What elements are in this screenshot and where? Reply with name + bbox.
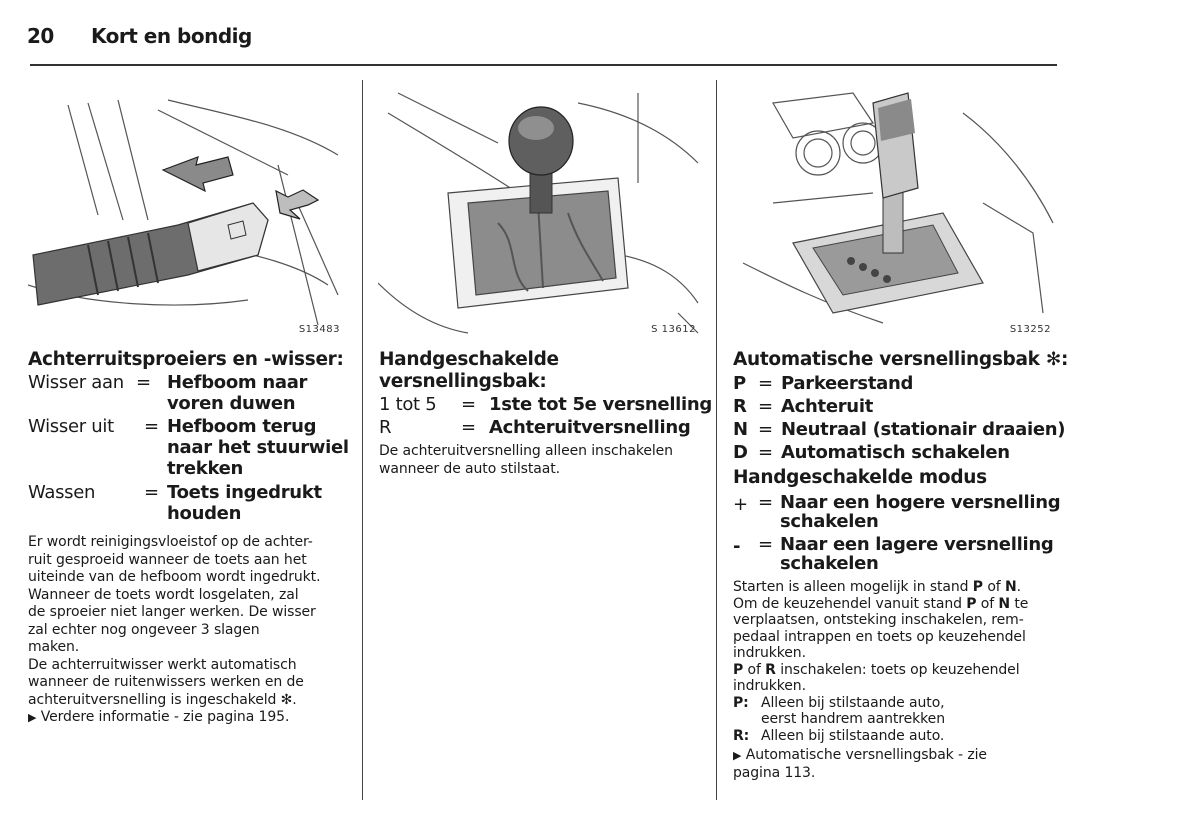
definition-value: voren duwen [167, 393, 296, 414]
reference-text: Verdere informatie - zie pagina 195. [40, 709, 290, 725]
text-line: achteruitversnelling is ingeschakeld ✻. [28, 691, 297, 708]
text-line: indrukken. [733, 645, 806, 661]
section-title: versnellingsbak: [379, 371, 547, 392]
equals-sign: = [461, 394, 476, 415]
column-divider-1 [362, 80, 363, 800]
wiper-lever-illustration [28, 95, 348, 337]
text-fragment: . [1016, 579, 1021, 595]
definition-term: P [733, 373, 746, 394]
text-line: eerst handrem aantrekken [761, 711, 945, 727]
text-line: wanneer de ruitenwissers werken en de [28, 674, 304, 690]
definition-row [733, 442, 1063, 465]
text-fragment: of [743, 661, 766, 678]
definition-value: naar het stuurwiel [167, 437, 349, 458]
equals-sign: = [144, 482, 159, 503]
note-item [733, 695, 1063, 728]
definition-value: Parkeerstand [781, 373, 914, 394]
text-line: Wanneer de toets wordt losgelaten, zal [28, 586, 299, 603]
text-fragment: R [765, 661, 776, 678]
figure-id: S13252 [1009, 324, 1051, 335]
text-line: Er wordt reinigingsvloeistof op de achter- [28, 534, 313, 550]
text-fragment: P [972, 579, 983, 595]
definition-value: 1ste tot 5e versnelling [489, 394, 713, 415]
subsection-title: Handgeschakelde modus [733, 467, 987, 488]
definition-term: R [733, 396, 747, 417]
equals-sign: = [136, 372, 151, 393]
section-rear-wiper [28, 349, 348, 727]
gear-lever-illustration [378, 83, 702, 337]
definition-row [379, 417, 703, 440]
definition-term: + [733, 494, 748, 515]
definition-term: N [733, 419, 748, 440]
text-line [733, 596, 1063, 613]
definition-value: Naar een lagere versnelling [780, 534, 1054, 555]
text-fragment: P [966, 595, 977, 612]
section-automatic-gearbox [733, 349, 1069, 781]
definition-term: D [733, 442, 748, 463]
text-line: verplaatsen, ontsteking inschakelen, rem- [733, 612, 1024, 628]
text-line: wanneer de auto stilstaat. [379, 460, 560, 477]
definition-row [733, 535, 1063, 573]
section-manual-gearbox [379, 349, 713, 478]
column-divider-2 [716, 80, 717, 800]
definition-row [28, 416, 348, 480]
equals-sign: = [758, 419, 773, 440]
definition-value: Hefboom terug [167, 416, 317, 437]
definition-value: Toets ingedrukt [167, 482, 322, 503]
text-fragment: te [1010, 595, 1029, 612]
figure-automatic-selector [733, 83, 1057, 337]
definition-value: Naar een hogere versnelling [780, 492, 1061, 513]
definition-value: houden [167, 503, 242, 524]
body-text [28, 534, 348, 727]
note-key: R: [733, 727, 750, 744]
section-title: Achterruitsproeiers en -wisser: [28, 349, 344, 370]
text-line: de sproeier niet langer werken. De wisser [28, 604, 316, 620]
text-fragment: of [982, 579, 1005, 595]
definition-value: Automatisch schakelen [781, 442, 1010, 463]
chapter-title: Kort en bondig [91, 24, 252, 48]
body-text [733, 579, 1063, 781]
equals-sign: = [144, 416, 159, 437]
definition-value: Achteruit [781, 396, 873, 417]
definition-row [733, 396, 1063, 419]
selector-lever-illustration [733, 83, 1057, 337]
cross-reference [733, 747, 1063, 765]
definition-row [733, 493, 1063, 531]
note-key: P: [733, 694, 749, 711]
equals-sign: = [758, 534, 773, 555]
section-title: Automatische versnellingsbak ✻: [733, 349, 1069, 370]
definition-term: Wisser uit [28, 416, 114, 437]
figure-wiper-lever [28, 95, 348, 337]
definition-row [28, 482, 348, 524]
definition-value: trekken [167, 458, 244, 479]
arrow-right-icon: ▶ [733, 749, 742, 762]
definition-value: schakelen [780, 511, 879, 532]
note-item [733, 728, 1063, 745]
text-line: De achterruitwisser werkt automatisch [28, 656, 297, 673]
text-fragment: Om de keuzehendel vanuit stand [733, 595, 967, 612]
text-line [733, 579, 1063, 596]
text-line: ruit gesproeid wanneer de toets aan het [28, 551, 307, 568]
text-line: maken. [28, 639, 80, 655]
text-line: pagina 113. [733, 764, 816, 781]
page-number: 20 [27, 24, 54, 48]
text-line: Alleen bij stilstaande auto. [761, 727, 945, 744]
text-line: De achteruitversnelling alleen inschakelen [379, 443, 673, 459]
definition-value: Hefboom naar [167, 372, 308, 393]
definition-term: R [379, 417, 392, 438]
definition-row [733, 419, 1066, 442]
definition-row [733, 373, 1063, 396]
figure-id: S13483 [298, 324, 340, 335]
figure-manual-gear-lever [378, 83, 702, 337]
text-fragment: N [998, 595, 1011, 612]
definition-term: Wisser aan [28, 372, 124, 393]
arrow-right-icon: ▶ [28, 711, 37, 724]
definition-term: - [733, 536, 741, 557]
equals-sign: = [758, 396, 773, 417]
cross-reference [28, 709, 348, 727]
definition-value: Neutraal (stationair draaien) [781, 419, 1066, 440]
text-fragment: of [976, 595, 999, 612]
header-rule [30, 64, 1057, 66]
reference-text: Automatische versnellingsbak - zie [745, 747, 987, 763]
definition-row [379, 394, 713, 417]
text-fragment: P [733, 661, 744, 678]
definition-term: Wassen [28, 482, 96, 503]
equals-sign: = [461, 417, 476, 438]
section-title: Handgeschakelde [379, 349, 559, 370]
definition-term: 1 tot 5 [379, 394, 437, 415]
text-fragment: N [1004, 579, 1017, 595]
equals-sign: = [758, 373, 773, 394]
text-fragment: inschakelen: toets op keuzehendel [775, 661, 1020, 678]
text-line: indrukken. [733, 678, 806, 694]
text-line: zal echter nog ongeveer 3 slagen [28, 621, 260, 638]
text-fragment: Starten is alleen mogelijk in stand [733, 579, 973, 595]
equals-sign: = [758, 442, 773, 463]
equals-sign: = [758, 492, 773, 513]
body-text [379, 443, 703, 478]
definition-value: schakelen [780, 553, 879, 574]
figure-id: S 13612 [651, 324, 696, 335]
text-line [733, 662, 1063, 679]
definition-row [28, 372, 348, 414]
definition-value: Achteruitversnelling [489, 417, 691, 438]
text-line: pedaal intrappen en toets op keuzehendel [733, 628, 1026, 645]
text-line: Alleen bij stilstaande auto, [761, 694, 945, 711]
text-line: uiteinde van de hefboom wordt ingedrukt. [28, 569, 321, 585]
